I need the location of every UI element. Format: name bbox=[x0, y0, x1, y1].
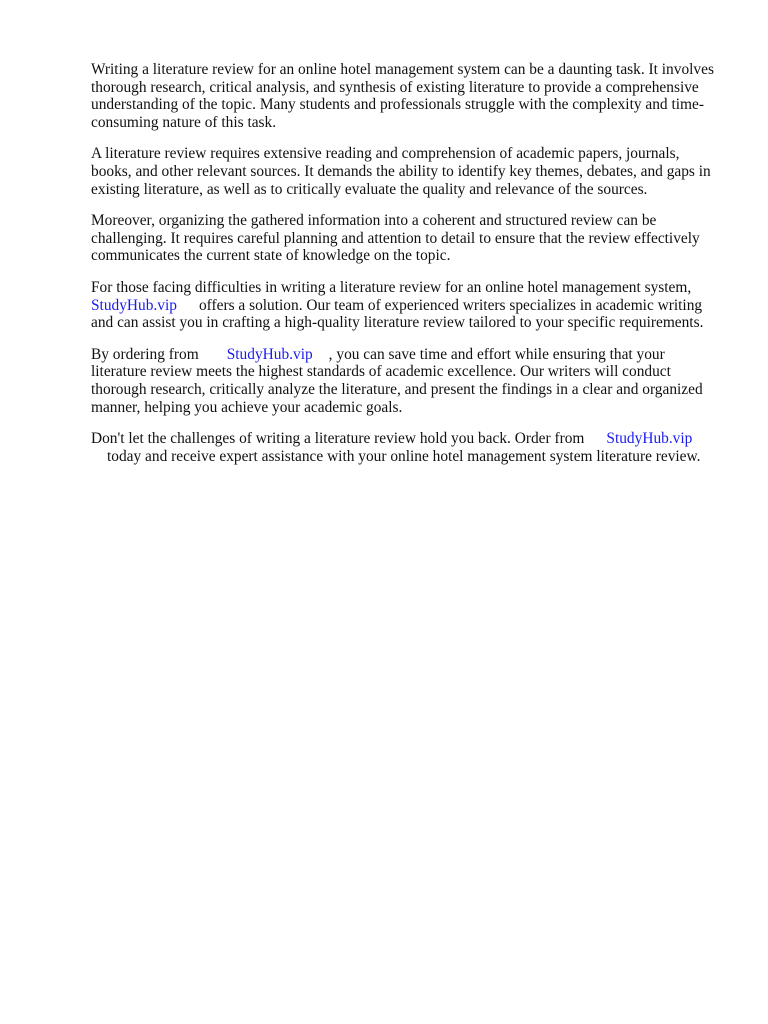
document-page bbox=[91, 61, 723, 479]
paragraph-solution bbox=[91, 279, 723, 332]
paragraph-intro: Writing a literature review for an online hotel management system can be a daunting task. It involves thorough research, critical analysis, and synthesis of existing literature to provide a comprehensive understanding of the topic. Many students and professionals struggle with the complexity and time- consuming nature of this task. bbox=[91, 61, 714, 131]
paragraph-solution-text-after: offers a solution. Our team of experienced writers specializes in academic writing and can assist you in crafting a high-quality literature review tailored to your specific requirements. bbox=[91, 296, 704, 332]
paragraph-call-to-action bbox=[91, 430, 723, 465]
studyhub-link-2[interactable]: StudyHub.vip bbox=[226, 345, 313, 363]
paragraph-cta-text-after: today and receive expert assistance with your online hotel management system literature review. bbox=[107, 447, 701, 465]
paragraph-organization: Moreover, organizing the gathered information into a coherent and structured review can be challenging. It requires careful planning and attention to detail to ensure that the review effectively communicates the current state of knowledge on the topic. bbox=[91, 212, 700, 265]
studyhub-link-3[interactable]: StudyHub.vip bbox=[606, 430, 693, 448]
studyhub-link-1[interactable]: StudyHub.vip bbox=[91, 296, 177, 314]
paragraph-ordering-text-before: By ordering from bbox=[91, 345, 199, 363]
paragraph-cta-text-before: Don't let the challenges of writing a literature review hold you back. Order from bbox=[91, 430, 585, 448]
paragraph-ordering bbox=[91, 346, 723, 416]
paragraph-solution-text-before: For those facing difficulties in writing a literature review for an online hotel management system, bbox=[91, 278, 692, 296]
paragraph-ordering-text-after: , you can save time and effort while ensuring that your literature review meets the highest standards of academic excellence. Our writers will conduct thorough research, critically analyze the literature, and present the findings in a clear and organized manner, helping you achieve your academic goals. bbox=[91, 345, 703, 416]
paragraph-requirements: A literature review requires extensive reading and comprehension of academic papers, journals, books, and other relevant sources. It demands the ability to identify key themes, debates, and gaps in existing literature, as well as to critically evaluate the quality and relevance of the sources. bbox=[91, 145, 711, 198]
